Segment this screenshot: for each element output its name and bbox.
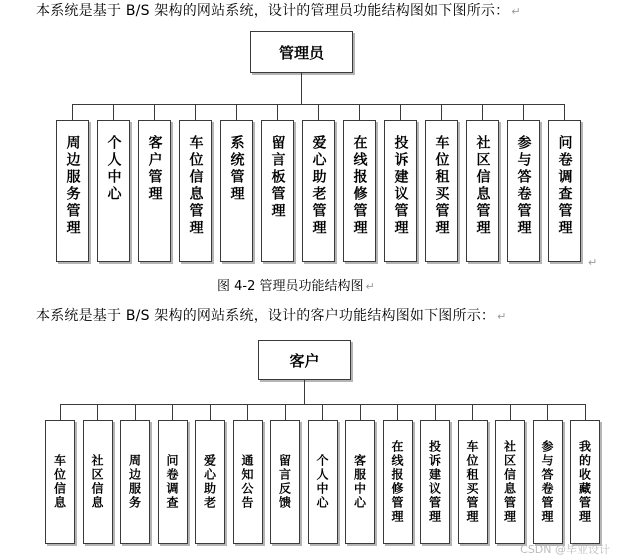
child-connector-line [135, 404, 136, 420]
child-node [270, 420, 300, 544]
child-node-label: 留言板管理 [269, 135, 286, 220]
child-node-label: 社区信息 [90, 454, 104, 510]
child-connector-line [236, 104, 237, 120]
child-connector-line [247, 404, 248, 420]
child-node-label: 社区信息管理 [474, 135, 491, 237]
child-node [425, 120, 458, 262]
child-node-label: 留言反馈 [277, 454, 292, 510]
child-connector-line [397, 404, 398, 420]
child-node [384, 120, 417, 262]
child-node-label: 个人中心 [105, 135, 122, 203]
child-node [308, 420, 338, 544]
child-node [233, 420, 263, 544]
child-node [570, 420, 600, 544]
child-node-label: 在线报修管理 [351, 135, 368, 237]
child-node-label: 个人中心 [315, 454, 329, 510]
child-node-label: 参与答卷管理 [515, 135, 532, 237]
child-connector-line [195, 104, 196, 120]
child-node [466, 120, 499, 262]
child-node [383, 420, 413, 544]
child-connector-line [482, 104, 483, 120]
child-connector-line [72, 104, 73, 120]
child-node-label: 参与答卷管理 [540, 440, 554, 524]
paragraph-mark-icon: ↵ [365, 280, 375, 293]
child-node-label: 车位租买管理 [433, 135, 450, 237]
child-connector-line [210, 404, 211, 420]
child-connector-line [472, 404, 473, 420]
figure-caption [217, 275, 375, 294]
child-connector-line [113, 104, 114, 120]
child-connector-line [400, 104, 401, 120]
root-node-label: 客户 [289, 351, 320, 370]
child-node-label: 周边服务管理 [64, 135, 81, 237]
child-node-label: 客服中心 [352, 454, 367, 510]
root-connector-line [301, 73, 302, 104]
child-node-label: 我的收藏管理 [577, 440, 592, 524]
child-node-label: 爱心助老管理 [310, 135, 327, 237]
watermark: CSDN @毕业设计 [520, 543, 610, 556]
child-node [220, 120, 253, 262]
root-node [250, 31, 353, 73]
root-connector-line [304, 380, 305, 404]
child-connector-line [97, 404, 98, 420]
child-node [343, 120, 376, 262]
paragraph-mark-icon: ↵ [511, 5, 521, 18]
child-node [120, 420, 150, 544]
root-node-label: 管理员 [278, 43, 324, 62]
child-node-label: 问卷调查管理 [556, 135, 573, 237]
child-node [495, 420, 525, 544]
child-node [302, 120, 335, 262]
child-connector-line [435, 404, 436, 420]
child-connector-line [154, 104, 155, 120]
intro-text-2: 本系统是基于 B/S 架构的网站系统，设计的客户功能结构图如下图所示： [36, 308, 496, 324]
child-node [458, 420, 488, 544]
root-node [258, 340, 351, 380]
child-node-label: 投诉建议管理 [427, 440, 442, 524]
child-node-label: 周边服务 [127, 454, 142, 510]
child-node [261, 120, 294, 262]
child-node-label: 通知公告 [240, 454, 254, 510]
child-connector-line [585, 404, 586, 420]
child-node [56, 120, 89, 262]
child-node [548, 120, 581, 262]
caption-text: 图 4-2 管理员功能结构图 [217, 279, 364, 294]
intro-paragraph-2 [36, 305, 507, 325]
child-connector-line [359, 104, 360, 120]
child-connector-line [523, 104, 524, 120]
child-node-label: 车位租买管理 [465, 440, 479, 524]
child-node [345, 420, 375, 544]
child-node-label: 投诉建议管理 [392, 135, 409, 237]
child-connector-line [322, 404, 323, 420]
child-node-label: 车位信息管理 [187, 135, 204, 237]
intro-paragraph-1 [36, 0, 521, 20]
child-connector-line [510, 404, 511, 420]
child-connector-line [172, 404, 173, 420]
child-node-label: 系统管理 [228, 135, 245, 203]
child-node-label: 爱心助老 [202, 454, 217, 510]
paragraph-mark-icon: ↵ [588, 256, 598, 269]
child-node-label: 社区信息管理 [502, 440, 517, 524]
child-node [195, 420, 225, 544]
child-node [533, 420, 563, 544]
child-node [507, 120, 540, 262]
child-node [83, 420, 113, 544]
intro-text-1: 本系统是基于 B/S 架构的网站系统，设计的管理员功能结构图如下图所示： [36, 3, 510, 19]
child-connector-line [360, 404, 361, 420]
child-connector-line [60, 404, 61, 420]
child-node-label: 在线报修管理 [390, 440, 404, 524]
paragraph-mark-icon: ↵ [497, 310, 507, 323]
child-connector-line [547, 404, 548, 420]
child-connector-line [564, 104, 565, 120]
child-node-label: 客户管理 [146, 135, 163, 203]
child-node [97, 120, 130, 262]
child-node-label: 问卷调查 [165, 454, 179, 510]
child-node-label: 车位信息 [52, 454, 67, 510]
child-node [420, 420, 450, 544]
child-connector-line [285, 404, 286, 420]
child-node [138, 120, 171, 262]
child-node [158, 420, 188, 544]
child-node [179, 120, 212, 262]
child-connector-line [441, 104, 442, 120]
child-node [45, 420, 75, 544]
child-connector-line [318, 104, 319, 120]
child-connector-line [277, 104, 278, 120]
